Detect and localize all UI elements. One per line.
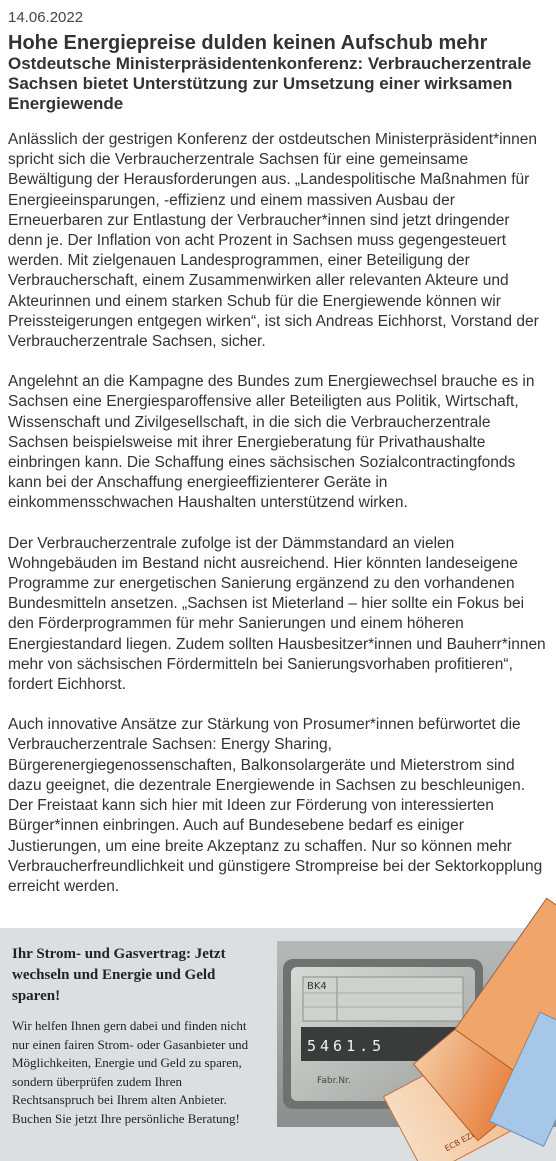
article-date: 14.06.2022 bbox=[8, 9, 84, 26]
article-subtitle: Ostdeutsche Ministerpräsidentenkonferenz: Verbraucherzentrale Sachsen bietet Unterstützung zur Umsetzung einer wirksamen Energiewende bbox=[8, 54, 532, 113]
article-paragraph-2: Angelehnt an die Kampagne des Bundes zum Energiewechsel brauche es in Sachsen eine Energiesparoffensive aller Beteiligten aus Politik, Wirtschaft, Wissenschaft und Zivilgesellschaft, in die sich die Verbraucherzentrale Sachsen beispielsweise mit ihrer Energieberatung für Privathaushalte einbringen kann. Die Schaffung eines sächsischen Sozialcontractingfonds kann bei der Anschaffung energieeffizienterer Geräte in einkommensschwachen Haushalten unterstützend wirken. bbox=[8, 373, 535, 512]
meter-and-banknotes-illustration bbox=[277, 941, 556, 1127]
promo-heading[interactable]: Ihr Strom- und Gasvertrag: Jetzt wechseln und Energie und Geld sparen! bbox=[12, 946, 226, 1004]
article-paragraph-1: Anlässlich der gestrigen Konferenz der ostdeutschen Ministerpräsident*innen spricht sich die Verbraucherzentrale Sachsen für eine gemeinsame Bewältigung der Herausforderungen aus. „Landespolitische Maßnahmen für Energieeinsparungen, -effizienz und einem massiven Ausbau der Erneuerbaren zur Entlastung der Verbraucher*innen sind jetzt dringender denn je. Der Inflation von acht Prozent in Sachsen muss gegengesteuert werden. Mit zielgenauen Landesprogrammen, einer Beteiligung der Verbraucherschaft, einem Zusammenwirken aller relevanten Akteure und Akteurinnen und einem starken Schub für die Energiewende können wir Preissteigerungen entgegen wirken“, ist sich Andreas Eichhorst, Vorstand der Verbraucherzentrale Sachsen, sicher. bbox=[8, 131, 539, 351]
meter-code-label: BK4 bbox=[307, 981, 327, 992]
article-paragraph-4: Auch innovative Ansätze zur Stärkung von Prosumer*innen befürwortet die Verbraucherzentrale Sachsen: Energy Sharing, Bürgerenergiegenossenschaften, Balkonsolargeräte und Mieterstrom sind dazu geeignet, die dezentrale Energiewende in Sachsen zu beschleunigen. Der Freistaat kann sich hier mit Ideen zur Förderung von interessierten Bürger*innen einbringen. Auch auf Bundesebene bedarf es einiger Justierungen, um eine breite Akzeptanz zu schaffen. Nur so können mehr Verbraucherfreundlichkeit und günstigere Strompreise bei der Sektorkopplung erreicht werden. bbox=[8, 716, 543, 895]
promo-box[interactable] bbox=[0, 928, 556, 1161]
meter-brand: Fabr.Nr. bbox=[317, 1076, 351, 1086]
article-title: Hohe Energiepreise dulden keinen Aufschub mehr bbox=[8, 32, 488, 54]
promo-image-meter-banknotes[interactable] bbox=[277, 941, 556, 1127]
meter-reading: 5461.5 bbox=[307, 1037, 386, 1055]
promo-text bbox=[12, 944, 264, 1129]
promo-body: Wir helfen Ihnen gern dabei und finden nicht nur einen fairen Strom- oder Gasanbieter und Möglichkeiten, Energie und Geld zu sparen, sondern überprüfen zudem Ihren Rechtsanspruch bei Ihrem alten Anbieter. Buchen Sie jetzt Ihre persönliche Beratung! bbox=[12, 1018, 249, 1126]
article-paragraph-3: Der Verbraucherzentrale zufolge ist der Dämmstandard an vielen Wohngebäuden im Bestand nicht ausreichend. Hier könnten landeseigene Programme zur energetischen Sanierung ergänzend zu den vorhandenen Bundesmitteln ansetzen. „Sachsen ist Mieterland – hier sollte ein Fokus bei den Förderprogrammen für mehr Sanierungen und einem höheren Energiestandard liegen. Zudem sollten Hausbesitzer*innen und Bauherr*innen mehr von sächsischen Fördermitteln bei Sanierungsvorhaben profitieren“, fordert Eichhorst. bbox=[8, 534, 546, 694]
